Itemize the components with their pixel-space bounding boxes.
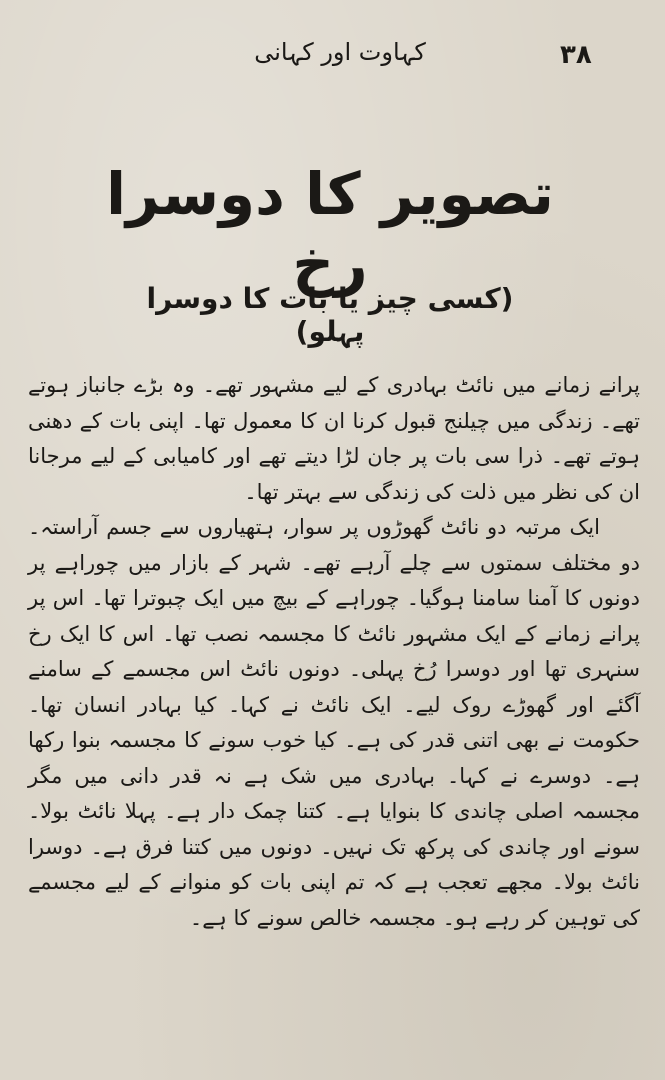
paragraph: پرانے زمانے میں نائٹ بہادری کے لیے مشہور تھے۔ وہ بڑے جانباز ہوتے تھے۔ زندگی میں چیلنج قبول کرنا ان کا معمول تھا۔ اپنی بات کے دھنی ہوتے تھے۔ ذرا سی بات پر جان لڑا دیتے تھے اور کامیابی کے لیے مرجانا ان کی نظر میں ذلت کی زندگی سے بہتر تھا۔	[28, 373, 640, 504]
story-body	[28, 368, 640, 936]
page-number: ۳۸	[560, 40, 592, 70]
story-subtitle: (کسی چیز یا بات کا دوسرا پہلو)	[146, 282, 514, 348]
running-head: کہاوت اور کہانی	[254, 38, 426, 66]
paragraph: ایک مرتبہ دو نائٹ گھوڑوں پر سوار، ہتھیاروں سے جسم آراستہ۔ دو مختلف سمتوں سے چلے آرہے تھے۔ شہر کے بازار میں چوراہے پر دونوں کا آمنا سامنا ہوگیا۔ چوراہے کے بیچ میں ایک چبوترا تھا۔ اس پر پرانے زمانے کے ایک مشہور نائٹ کا مجسمہ نصب تھا۔ اس کا ایک رخ سنہری تھا اور دوسرا رُخ پہلی۔ دونوں نائٹ اس مجسمے کے سامنے آگئے اور گھوڑے روک لیے۔ ایک نائٹ نے کہا۔ کیا بہادر انسان تھا۔ حکومت نے بھی اتنی قدر کی ہے۔ کیا خوب سونے کا مجسمہ بنوا رکھا ہے۔ دوسرے نے کہا۔ بہادری میں شک ہے نہ قدر دانی میں مگر مجسمہ اصلی چاندی کا بنوایا ہے۔ کتنا چمک دار ہے۔ پہلا نائٹ بولا۔ سونے اور چاندی کی پرکھ تک نہیں۔ دونوں میں کتنا فرق ہے۔ دوسرا نائٹ بولا۔ مجھے تعجب ہے کہ تم اپنی بات کو منوانے کے لیے مجسمے کی توہین کر رہے ہو۔ مجسمہ خالص سونے کا ہے۔	[28, 515, 640, 930]
story-title: تصویر کا دوسرا رخ	[106, 160, 554, 298]
